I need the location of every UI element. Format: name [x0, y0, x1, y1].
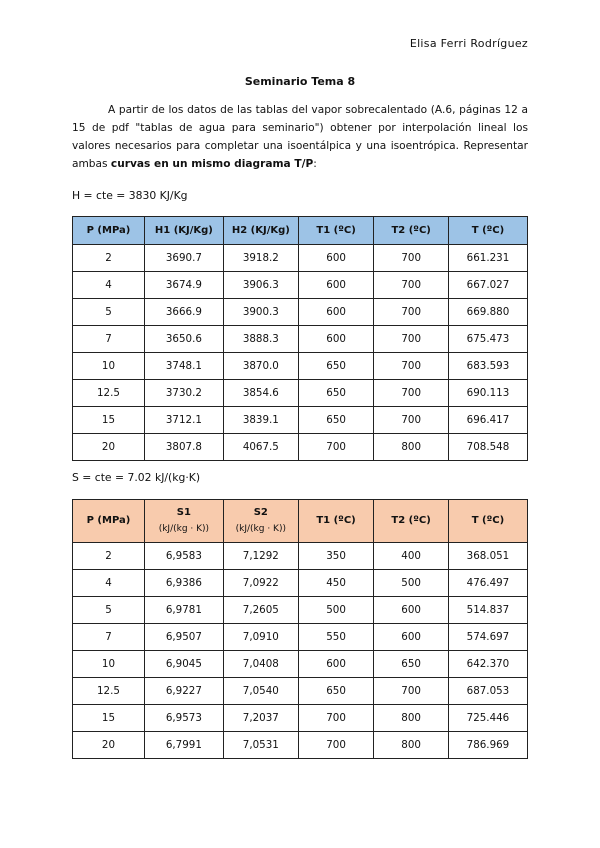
table-cell: 2 — [73, 245, 145, 272]
table-cell: 700 — [298, 732, 374, 759]
enthalpy-table-body — [73, 245, 528, 461]
col-header: T (ºC) — [448, 217, 527, 245]
table-cell: 700 — [298, 434, 374, 461]
table-cell: 12.5 — [73, 380, 145, 407]
table-cell: 700 — [374, 245, 449, 272]
table-row — [73, 299, 528, 326]
paragraph-bold: curvas en un mismo diagrama T/P — [110, 158, 314, 170]
table-cell: 550 — [298, 624, 374, 651]
table-cell: 661.231 — [448, 245, 527, 272]
table-cell: 574.697 — [448, 624, 527, 651]
author-name: Elisa Ferri Rodríguez — [409, 37, 528, 50]
table-cell: 708.548 — [448, 434, 527, 461]
table-cell: 7,0531 — [223, 732, 298, 759]
table-cell: 3900.3 — [223, 299, 298, 326]
table-cell: 368.051 — [448, 543, 527, 570]
table-cell: 700 — [298, 705, 374, 732]
table-cell: 700 — [374, 326, 449, 353]
table-cell: 7,0408 — [223, 651, 298, 678]
enthalpy-label: H = cte = 3830 KJ/Kg — [72, 189, 188, 202]
table-cell: 725.446 — [448, 705, 527, 732]
table-cell: 7 — [73, 326, 145, 353]
table-cell: 476.497 — [448, 570, 527, 597]
table-cell: 12.5 — [73, 678, 145, 705]
table-cell: 650 — [298, 380, 374, 407]
table-cell: 700 — [374, 380, 449, 407]
table-cell: 650 — [298, 678, 374, 705]
table-cell: 642.370 — [448, 651, 527, 678]
col-header-unit: (kJ/(kg · K)) — [158, 524, 210, 534]
table-cell: 3666.9 — [144, 299, 223, 326]
table-cell: 3807.8 — [144, 434, 223, 461]
table-cell: 6,9386 — [144, 570, 223, 597]
table-row — [73, 326, 528, 353]
entropy-label: S = cte = 7.02 kJ/(kg·K) — [72, 471, 201, 484]
table-cell: 2 — [73, 543, 145, 570]
table-cell: 6,9045 — [144, 651, 223, 678]
table-cell: 700 — [374, 272, 449, 299]
enthalpy-table — [72, 216, 528, 461]
col-header: T2 (ºC) — [374, 500, 449, 543]
table-cell: 700 — [374, 407, 449, 434]
table-row — [73, 651, 528, 678]
table-cell: 3888.3 — [223, 326, 298, 353]
col-header: T (ºC) — [448, 500, 527, 543]
entropy-table-body — [73, 543, 528, 759]
table-cell: 3690.7 — [144, 245, 223, 272]
table-cell: 10 — [73, 651, 145, 678]
table-cell: 650 — [298, 407, 374, 434]
table-cell: 669.880 — [448, 299, 527, 326]
table-cell: 600 — [298, 326, 374, 353]
col-header: T2 (ºC) — [374, 217, 449, 245]
table-header-row — [73, 217, 528, 245]
table-header-row — [73, 500, 528, 543]
table-row — [73, 705, 528, 732]
col-header-title: S2 — [253, 507, 268, 518]
table-row — [73, 570, 528, 597]
page-title: Seminario Tema 8 — [244, 75, 356, 88]
col-header: H1 (KJ/Kg) — [144, 217, 223, 245]
col-header: P (MPa) — [73, 217, 145, 245]
table-row — [73, 543, 528, 570]
table-cell: 600 — [374, 624, 449, 651]
table-row — [73, 597, 528, 624]
table-cell: 687.053 — [448, 678, 527, 705]
table-cell: 514.837 — [448, 597, 527, 624]
table-cell: 600 — [374, 597, 449, 624]
col-header: T1 (ºC) — [298, 217, 374, 245]
table-cell: 350 — [298, 543, 374, 570]
table-cell: 600 — [298, 651, 374, 678]
col-header-title: S1 — [176, 507, 191, 518]
table-cell: 500 — [298, 597, 374, 624]
table-cell: 15 — [73, 407, 145, 434]
table-cell: 6,9583 — [144, 543, 223, 570]
table-cell: 696.417 — [448, 407, 527, 434]
table-cell: 6,7991 — [144, 732, 223, 759]
table-cell: 3918.2 — [223, 245, 298, 272]
table-cell: 500 — [374, 570, 449, 597]
col-header: T1 (ºC) — [298, 500, 374, 543]
table-cell: 667.027 — [448, 272, 527, 299]
table-cell: 3674.9 — [144, 272, 223, 299]
table-cell: 4 — [73, 272, 145, 299]
table-cell: 7 — [73, 624, 145, 651]
table-cell: 7,2605 — [223, 597, 298, 624]
table-cell: 683.593 — [448, 353, 527, 380]
table-cell: 800 — [374, 732, 449, 759]
table-cell: 3650.6 — [144, 326, 223, 353]
table-cell: 7,1292 — [223, 543, 298, 570]
table-cell: 6,9781 — [144, 597, 223, 624]
col-header-unit: (kJ/(kg · K)) — [235, 524, 286, 534]
instructions-paragraph — [72, 101, 528, 173]
table-row — [73, 624, 528, 651]
table-cell: 3748.1 — [144, 353, 223, 380]
table-cell: 700 — [374, 299, 449, 326]
table-row — [73, 732, 528, 759]
table-cell: 3870.0 — [223, 353, 298, 380]
table-cell: 3730.2 — [144, 380, 223, 407]
table-row — [73, 353, 528, 380]
table-cell: 3906.3 — [223, 272, 298, 299]
table-row — [73, 380, 528, 407]
table-cell: 690.113 — [448, 380, 527, 407]
col-header — [223, 500, 298, 543]
col-header: H2 (KJ/Kg) — [223, 217, 298, 245]
table-cell: 20 — [73, 732, 145, 759]
table-cell: 650 — [374, 651, 449, 678]
table-cell: 7,0910 — [223, 624, 298, 651]
table-cell: 6,9507 — [144, 624, 223, 651]
table-cell: 6,9573 — [144, 705, 223, 732]
table-cell: 786.969 — [448, 732, 527, 759]
table-cell: 3712.1 — [144, 407, 223, 434]
table-cell: 700 — [374, 678, 449, 705]
table-cell: 400 — [374, 543, 449, 570]
table-row — [73, 245, 528, 272]
table-cell: 3854.6 — [223, 380, 298, 407]
table-cell: 15 — [73, 705, 145, 732]
table-row — [73, 434, 528, 461]
table-row — [73, 407, 528, 434]
table-cell: 450 — [298, 570, 374, 597]
table-row — [73, 678, 528, 705]
table-cell: 600 — [298, 245, 374, 272]
table-cell: 800 — [374, 434, 449, 461]
entropy-table — [72, 499, 528, 759]
table-cell: 5 — [73, 299, 145, 326]
paragraph-end: : — [313, 158, 317, 170]
col-header: P (MPa) — [73, 500, 145, 543]
table-row — [73, 272, 528, 299]
table-cell: 700 — [374, 353, 449, 380]
table-cell: 600 — [298, 299, 374, 326]
table-cell: 20 — [73, 434, 145, 461]
table-cell: 800 — [374, 705, 449, 732]
col-header — [144, 500, 223, 543]
table-cell: 5 — [73, 597, 145, 624]
table-cell: 600 — [298, 272, 374, 299]
table-cell: 4 — [73, 570, 145, 597]
table-cell: 650 — [298, 353, 374, 380]
table-cell: 6,9227 — [144, 678, 223, 705]
table-cell: 7,0922 — [223, 570, 298, 597]
table-cell: 7,2037 — [223, 705, 298, 732]
table-cell: 675.473 — [448, 326, 527, 353]
table-cell: 7,0540 — [223, 678, 298, 705]
paragraph-text: A partir de los datos de las tablas del vapor sobrecalentado (A.6, páginas 12 a 15 de pdf "tablas de agua para seminario") obtener por interpolación lineal los valores necesarios para completar una isoentálpica y una isoentrópica. Representar ambas — [72, 104, 528, 170]
table-cell: 10 — [73, 353, 145, 380]
table-cell: 3839.1 — [223, 407, 298, 434]
table-cell: 4067.5 — [223, 434, 298, 461]
